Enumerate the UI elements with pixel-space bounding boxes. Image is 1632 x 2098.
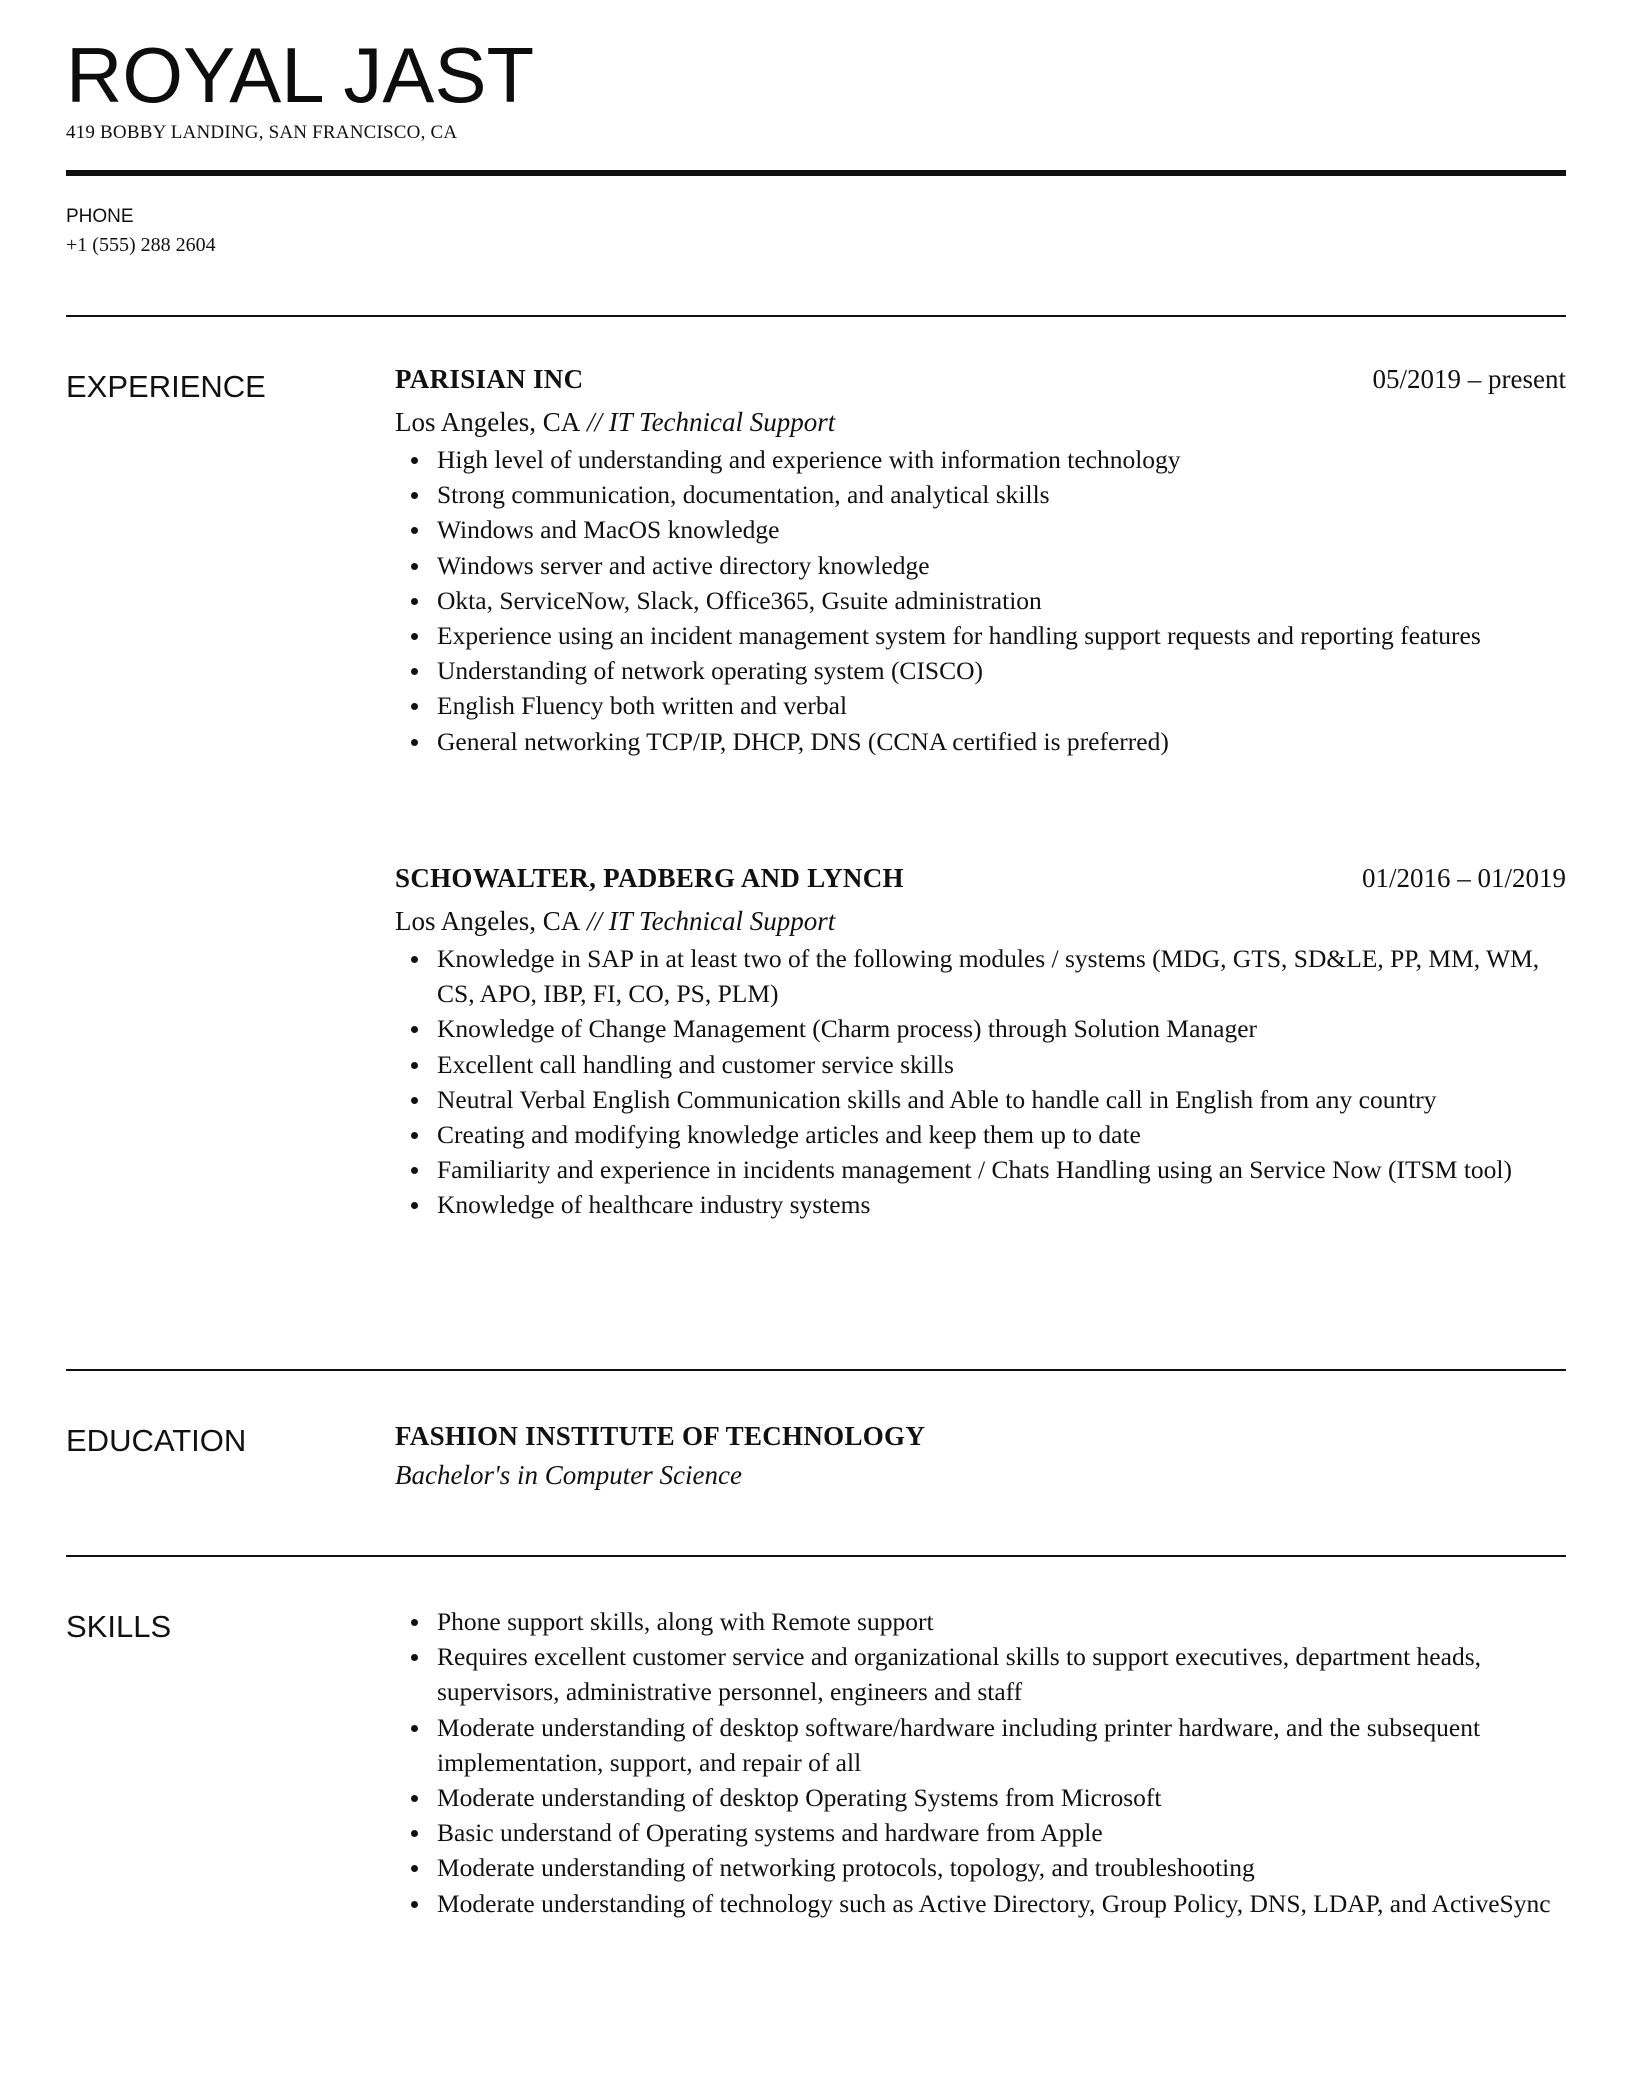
skills-section-title: SKILLS (66, 1609, 172, 1644)
education-section-title: EDUCATION (66, 1423, 247, 1458)
list-item: Windows and MacOS knowledge (395, 512, 1566, 547)
list-item: Windows server and active directory knowledge (395, 548, 1566, 583)
job-header (395, 364, 1566, 402)
list-item: High level of understanding and experience with information technology (395, 442, 1566, 477)
candidate-name: ROYAL JAST (66, 31, 535, 119)
job-bullet-list (395, 941, 1566, 1223)
job-bullet-list (395, 442, 1566, 759)
list-item: Creating and modifying knowledge articles and keep them up to date (395, 1117, 1566, 1152)
job-dates: 01/2016 – 01/2019 (1361, 863, 1566, 893)
job-subline (395, 901, 1566, 941)
job-location: Los Angeles, CA (395, 906, 581, 936)
experience-section-title: EXPERIENCE (66, 369, 266, 404)
list-item: Understanding of network operating system (CISCO) (395, 653, 1566, 688)
job-role: IT Technical Support (608, 906, 836, 936)
list-item: Moderate understanding of desktop software/hardware including printer hardware, and the subsequent implementation, support, and repair of all (395, 1710, 1566, 1780)
section-divider (66, 315, 1566, 317)
list-item: Moderate understanding of networking protocols, topology, and troubleshooting (395, 1850, 1566, 1885)
list-item: Knowledge of healthcare industry systems (395, 1187, 1566, 1222)
list-item: Strong communication, documentation, and analytical skills (395, 477, 1566, 512)
list-item: Knowledge in SAP in at least two of the following modules / systems (MDG, GTS, SD&LE, PP, MM, WM, CS, APO, IBP, FI, CO, PS, PLM) (395, 941, 1566, 1011)
education-entry (395, 1417, 1566, 1495)
job-dates: 05/2019 – present (1372, 364, 1566, 394)
job-entry (395, 364, 1566, 759)
job-header (395, 863, 1566, 901)
section-divider (66, 1555, 1566, 1557)
phone-label: PHONE (66, 206, 134, 227)
list-item: Moderate understanding of technology such as Active Directory, Group Policy, DNS, LDAP, and ActiveSync (395, 1886, 1566, 1921)
list-item: Familiarity and experience in incidents management / Chats Handling using an Service Now (ITSM tool) (395, 1152, 1566, 1187)
job-separator: // (580, 906, 609, 936)
list-item: Experience using an incident management system for handling support requests and reporting features (395, 618, 1566, 653)
list-item: Knowledge of Change Management (Charm process) through Solution Manager (395, 1011, 1566, 1046)
list-item: Phone support skills, along with Remote support (395, 1604, 1566, 1639)
job-subline (395, 402, 1566, 442)
job-company: SCHOWALTER, PADBERG AND LYNCH (395, 863, 904, 893)
job-role: IT Technical Support (608, 407, 836, 437)
list-item: Basic understand of Operating systems and hardware from Apple (395, 1815, 1566, 1850)
skills-bullet-list (395, 1604, 1566, 1921)
skills-content (395, 1604, 1566, 1921)
list-item: Excellent call handling and customer service skills (395, 1047, 1566, 1082)
job-entry (395, 863, 1566, 1223)
job-separator: // (580, 407, 609, 437)
list-item: English Fluency both written and verbal (395, 688, 1566, 723)
list-item: Neutral Verbal English Communication skills and Able to handle call in English from any country (395, 1082, 1566, 1117)
education-degree: Bachelor's in Computer Science (395, 1460, 742, 1490)
list-item: Requires excellent customer service and organizational skills to support executives, department heads, supervisors, administrative personnel, engineers and staff (395, 1639, 1566, 1709)
job-company: PARISIAN INC (395, 364, 584, 394)
phone-value: +1 (555) 288 2604 (66, 234, 216, 256)
candidate-address: 419 BOBBY LANDING, SAN FRANCISCO, CA (66, 122, 458, 143)
section-divider (66, 1369, 1566, 1371)
list-item: Moderate understanding of desktop Operating Systems from Microsoft (395, 1780, 1566, 1815)
header-divider (66, 170, 1566, 176)
list-item: Okta, ServiceNow, Slack, Office365, Gsuite administration (395, 583, 1566, 618)
education-school: FASHION INSTITUTE OF TECHNOLOGY (395, 1421, 926, 1451)
job-location: Los Angeles, CA (395, 407, 581, 437)
list-item: General networking TCP/IP, DHCP, DNS (CCNA certified is preferred) (395, 724, 1566, 759)
